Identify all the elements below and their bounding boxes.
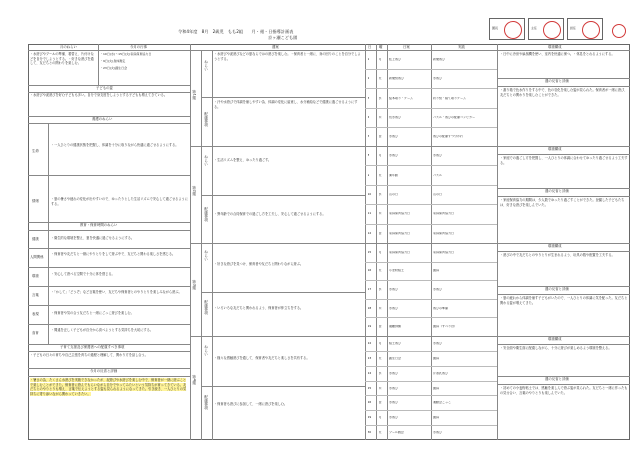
daily-plan: 水遊び — [389, 134, 399, 138]
daily-plan: プール納会 — [389, 431, 404, 435]
weekday: 火 — [378, 77, 382, 81]
monthly-reflection-highlight: ・暑さの為、たくさん水遊びを実施できなかったが、泥遊びや水遊びを楽しむ中で、保育者が一緒に遊ぶことで楽しむことができた。保育者に遊んでもらいながら自分でやってみたいという気持ちが育ってきている。友だちとのやりとりも増え、言葉で伝えようとする姿も見られるようになってきた。引き続き、一人ひとりの気持ちに寄り添いながら関わっていきたい。 — [30, 378, 187, 396]
day-number: 18 — [367, 306, 372, 310]
practice: 水遊び — [433, 431, 443, 435]
environment-label: 環境 — [32, 274, 39, 278]
practice: 水遊び — [433, 288, 443, 291]
daily-plan: 色水遊び — [389, 115, 402, 119]
weekday: 木 — [378, 212, 382, 216]
week-2-reflection-header: 週の反省と評価 — [545, 188, 569, 193]
practice: 折り紙・箱て取りゲーム — [433, 96, 467, 100]
day-number: 11 — [367, 212, 372, 216]
monthly-events-header: 今月の行事 — [130, 44, 147, 49]
weekday: 金 — [378, 401, 382, 405]
practice: 園庭（すべり台） — [433, 325, 457, 329]
daily-plan: 小麦粉粘土 — [389, 269, 405, 273]
corner-seal-icon — [612, 24, 626, 38]
weekday: 金 — [378, 231, 382, 235]
health-label: 健康 — [32, 237, 39, 241]
day-number: 22 — [367, 341, 372, 345]
event-1: ・10日(水)〜15日(火)家庭保育協力日 — [100, 52, 152, 56]
week-4-env-label: 配慮事項 — [204, 395, 209, 410]
relationship-label: 人間関係 — [30, 255, 44, 259]
practice: 片寄乳遊び — [433, 371, 449, 375]
daily-plan-header: 日案 — [403, 44, 410, 49]
support-text: ・子どもの日々の育ちや自己主張を育ちの過程と理解して、関わり方を話し合う。 — [30, 353, 148, 357]
week-4-env: ・保育者も遊びに参加して、一緒に遊びを楽しむ。 — [214, 402, 288, 406]
emotion-text: ・夏の暑さや疲れの変化が出やすいので、ゆったりとした生活リズムで安心して過ごせるようにする。 — [51, 197, 188, 206]
daily-plan: 家庭保育協力日 — [389, 212, 411, 216]
environment-text: ・安心して遊べる空間で十分に体を感じる。 — [51, 272, 115, 276]
day-number: 12 — [367, 231, 372, 235]
monthly-reflection-text — [30, 378, 188, 438]
monthly-aim-text: ・水遊びやプールの準備、着替え、片付けなどを自分でしようとする。・好きな遊びを通して、友だちとの関わりを楽しむ。 — [30, 52, 94, 66]
env-header-3: 環境構成 — [548, 244, 562, 248]
day-number: 19 — [367, 325, 372, 329]
env-header-4: 環境構成 — [548, 337, 562, 341]
week-1-aim-label: ねらい — [204, 60, 209, 71]
day-number: 30 — [367, 431, 372, 435]
week-4-aim: ・様々な感触遊びを通して、保育者や友だちと楽しさを共有する。 — [214, 356, 310, 360]
week-2-aim-label: ねらい — [204, 155, 209, 166]
weekday: 水 — [378, 96, 382, 100]
language-label: 言葉 — [32, 293, 39, 297]
weekday: 木 — [378, 306, 382, 310]
weekday-header: 曜 — [379, 44, 383, 49]
practice: 園庭 — [433, 356, 440, 360]
stamp-box-chief — [528, 18, 564, 40]
week-2-environment: ・家庭での過ごし方を把握し、一人ひとりの体調に合わせてゆったり過ごせるよう工夫する。 — [500, 156, 628, 165]
week-3-aim-label: ねらい — [204, 250, 209, 261]
day-number: 10 — [367, 193, 372, 196]
expression-label: 表現 — [32, 312, 39, 316]
week-3-env: ・いろいろな友だちと関われるよう、保育者が仲立ちをする。 — [214, 306, 304, 310]
daily-plan: 虹上遊び — [389, 58, 402, 62]
weekday: 木 — [378, 386, 382, 390]
week-1-label: 第1週 — [192, 90, 197, 100]
monthly-reflection-header: 今月の反省と評価 — [90, 368, 118, 373]
weekday: 月 — [378, 250, 382, 254]
daily-plan: 新聞紙遊び — [389, 77, 405, 81]
week-3-env-label: 配慮事項 — [204, 300, 209, 315]
week-1-env-label: 配慮事項 — [204, 112, 209, 127]
stamp-label: 担任 — [570, 26, 577, 30]
practice: 山の日 — [433, 193, 443, 196]
week-4-label: 第4週 — [192, 375, 197, 385]
day-number: 2 — [367, 77, 370, 81]
practice: 家庭保育協力日 — [433, 250, 455, 254]
day-number: 29 — [367, 416, 372, 420]
weekday: 木 — [378, 115, 382, 119]
care-aim-header: 養護のねらい — [92, 116, 113, 121]
practice: 水遊び — [433, 77, 443, 81]
life-text: ・一人ひとりの健康状態を把握し、体調を十分に取りながら快適に過ごせるようにする。 — [51, 143, 179, 147]
daily-plan: 山の日 — [389, 193, 399, 196]
support-header: 子育て支援及び保護者への配慮すべき事項 — [60, 344, 125, 349]
week-4-reflection: ・初めての小麦粉粘土では、感触を楽しんで遊ぶ姿が見られた。友だちと一緒に作ったもの見せ合い、言葉のやりとりも楽しんでいた。 — [500, 386, 628, 395]
day-number: 1 — [367, 58, 370, 62]
seal-chief-icon — [543, 21, 561, 39]
daily-plan: 水遊び — [389, 401, 399, 405]
week-3-aim: ・好きな遊びを見つけ、保育者や友だちと関わりながら遊ぶ。 — [214, 262, 304, 266]
daily-plan: 水遊び — [389, 416, 399, 420]
weekday: 水 — [378, 193, 382, 196]
weekday: 月 — [378, 416, 382, 420]
stamp-box-teacher — [567, 18, 603, 40]
day-number: 9 — [367, 173, 370, 177]
week-4-environment: ・安全面や衛生面に配慮しながら、十分に遊びが楽しめるよう環境を整える。 — [500, 346, 612, 350]
stamp-label: 主任 — [531, 26, 538, 30]
day-number: 26 — [367, 401, 372, 405]
practice: パズル・遊びの配慮コンビカー — [433, 115, 476, 119]
week-3-reflection: ・夏の疲れから体調を崩す子どもがいたので、一人ひとりの体調に気を配った。友だちと関わる姿が増えてきた。 — [500, 296, 628, 305]
week-2-env: ・異年齢での合同保育での過ごし方を工夫し、安心して過ごせるようにする。 — [214, 212, 326, 216]
food-text: ・間違を正しく子どもが自分から食べようとする気持ちを大切にする。 — [51, 328, 153, 332]
weekday: 水 — [378, 288, 382, 291]
seal-director-icon — [504, 21, 522, 39]
week-4-reflection-header: 週の反省と評価 — [545, 376, 569, 381]
edu-aim-header: 教育・保育時間のねらい — [80, 222, 118, 227]
practice: 新聞遊び — [433, 58, 446, 62]
day-number: 8 — [367, 154, 370, 158]
weekday: 月 — [378, 341, 382, 345]
weekly-plan-header: 週案 — [272, 44, 279, 49]
day-header: 日 — [368, 44, 372, 49]
week-1-reflection-header: 週の反省と評価 — [545, 78, 569, 83]
weekday: 火 — [378, 431, 382, 435]
school-name: 京ヶ瀬こども園 — [268, 35, 298, 40]
daily-plan: 避難訓練 — [389, 325, 402, 329]
life-label: 生命 — [32, 149, 39, 153]
practice-header: 実践 — [458, 44, 465, 49]
day-number: 23 — [367, 356, 372, 360]
practice: 家庭保育協力日 — [433, 212, 455, 216]
week-4-aim-label: ねらい — [204, 345, 209, 356]
stamp-box-director — [489, 18, 525, 40]
emotion-label: 情緒 — [32, 199, 39, 203]
daily-plan: 家庭保育協力日 — [389, 250, 411, 254]
env-header-2: 環境構成 — [548, 147, 562, 151]
weekday: 月 — [378, 154, 382, 158]
event-3: ・23日(火)誕生日会 — [100, 66, 128, 70]
practice: 運動会ごっこ — [433, 401, 451, 405]
child-image-text: ・水遊びや泥遊びを好む子どもも多い。自分で身支度をしようとする子どもも増えてきている。 — [30, 93, 168, 97]
week-2-aim: ・生活リズムを整え、ゆったり過ごす。 — [214, 158, 272, 162]
practice: 水遊び — [433, 154, 443, 158]
week-1-reflection: ・割り箱で色水作りをする中で、色の変化を楽しむ姿が見られた。保育者が一緒に遊び、友だちとの関わりを楽しむことができた。 — [500, 88, 628, 97]
relationship-text: ・保育者や友だちと一緒にやりとりをして遊ぶ中で、友だちと関わる楽しさを感じる。 — [51, 252, 176, 256]
practice: 園庭 — [433, 269, 440, 273]
weekday: 水 — [378, 371, 382, 375]
weekday: 火 — [378, 356, 382, 360]
plan-title: 令和4年度 8月 2歳児 もも2組 月・週・日指導計画表 — [178, 29, 294, 34]
week-2-env-label: 配慮事項 — [204, 207, 209, 222]
stamp-label: 園長 — [492, 26, 499, 30]
practice: 遊びの配慮ずつ分かれ — [433, 134, 464, 138]
weekday: 火 — [378, 173, 382, 177]
week-2-reflection: ・家庭保育協力の期間は、少人数でゆったり過ごすことができた。登園した子どもたちは、好きな遊びを楽しんでいた。 — [500, 198, 625, 207]
day-number: 4 — [367, 115, 370, 119]
practice: 園庭 — [433, 386, 440, 390]
week-3-reflection-header: 週の反省と評価 — [545, 286, 569, 291]
seal-teacher-icon — [582, 21, 600, 39]
day-number: 24 — [367, 371, 372, 375]
daily-plan: 異年齢 — [389, 173, 399, 177]
daily-plan: 家庭保育協力日 — [389, 231, 411, 235]
weekday: 火 — [378, 269, 382, 273]
child-image-header: 子どもの姿 — [96, 86, 113, 90]
day-number: 17 — [367, 288, 372, 291]
day-number: 15 — [367, 250, 372, 254]
day-number: 5 — [367, 134, 370, 138]
daily-plan: 水遊び — [389, 288, 399, 291]
daily-plan: 水遊び — [389, 154, 399, 158]
daily-plan: 水遊び — [389, 371, 399, 375]
daily-plan: 誕生日会 — [389, 356, 402, 360]
food-label: 食育 — [32, 331, 39, 335]
day-number: 25 — [367, 386, 372, 390]
event-2: ・9日(火)身体測定 — [100, 59, 126, 63]
practice: 水遊び — [433, 341, 443, 345]
daily-plan: 水遊び — [389, 306, 399, 310]
weekday: 金 — [378, 134, 382, 138]
practice: 遊びの準備 — [433, 306, 449, 310]
day-number: 3 — [367, 96, 370, 100]
week-3-label: 第3週 — [192, 280, 197, 290]
week-1-environment: ・日中に冷房や扇風機を使い、室内を快適に保つ。・休息をとれるようにする。 — [500, 52, 615, 56]
practice: 園庭 — [433, 416, 440, 420]
practice: 家庭保育協力日 — [433, 231, 455, 235]
weekday: 金 — [378, 325, 382, 329]
monthly-aim-header: 月のねらい — [60, 44, 77, 49]
week-1-aim: ・水遊びや泥遊びなどの夏ならではの遊びを楽しむ。・保育者と一緒に、身の回りのことを自分でしようとする。 — [214, 52, 361, 61]
week-1-env: ・汗や水遊びで体調を崩しやすい為、体調の変化に留意し、水分補給などで健康に過ごせるようにする。 — [214, 100, 358, 109]
daily-plan: 水遊び — [389, 386, 399, 390]
week-3-environment: ・遊びの中で友だちとのやりとりが生まれるよう、玩具の数や配置を工夫する。 — [500, 253, 615, 257]
expression-text: ・保育者や気の合う友だちと一緒にごっこ遊びを楽しむ。 — [51, 311, 134, 315]
language-text: ・「かして」「どうぞ」など言葉を使い、友だちや保育者とのやりとりを楽しみながら遊ぶ。 — [51, 290, 182, 294]
daily-plan: 絵本取り・ゲーム — [389, 96, 414, 100]
env-header-1: 環境構成 — [548, 44, 562, 49]
practice: パズル — [433, 173, 443, 177]
weekday: 月 — [378, 58, 382, 62]
health-text: ・衛生的な環境を整え、夏を快適に過ごせるようにする。 — [51, 236, 135, 240]
day-number: 16 — [367, 269, 372, 273]
daily-plan: 粘土遊び — [389, 341, 402, 345]
week-2-label: 第2週 — [192, 186, 197, 196]
